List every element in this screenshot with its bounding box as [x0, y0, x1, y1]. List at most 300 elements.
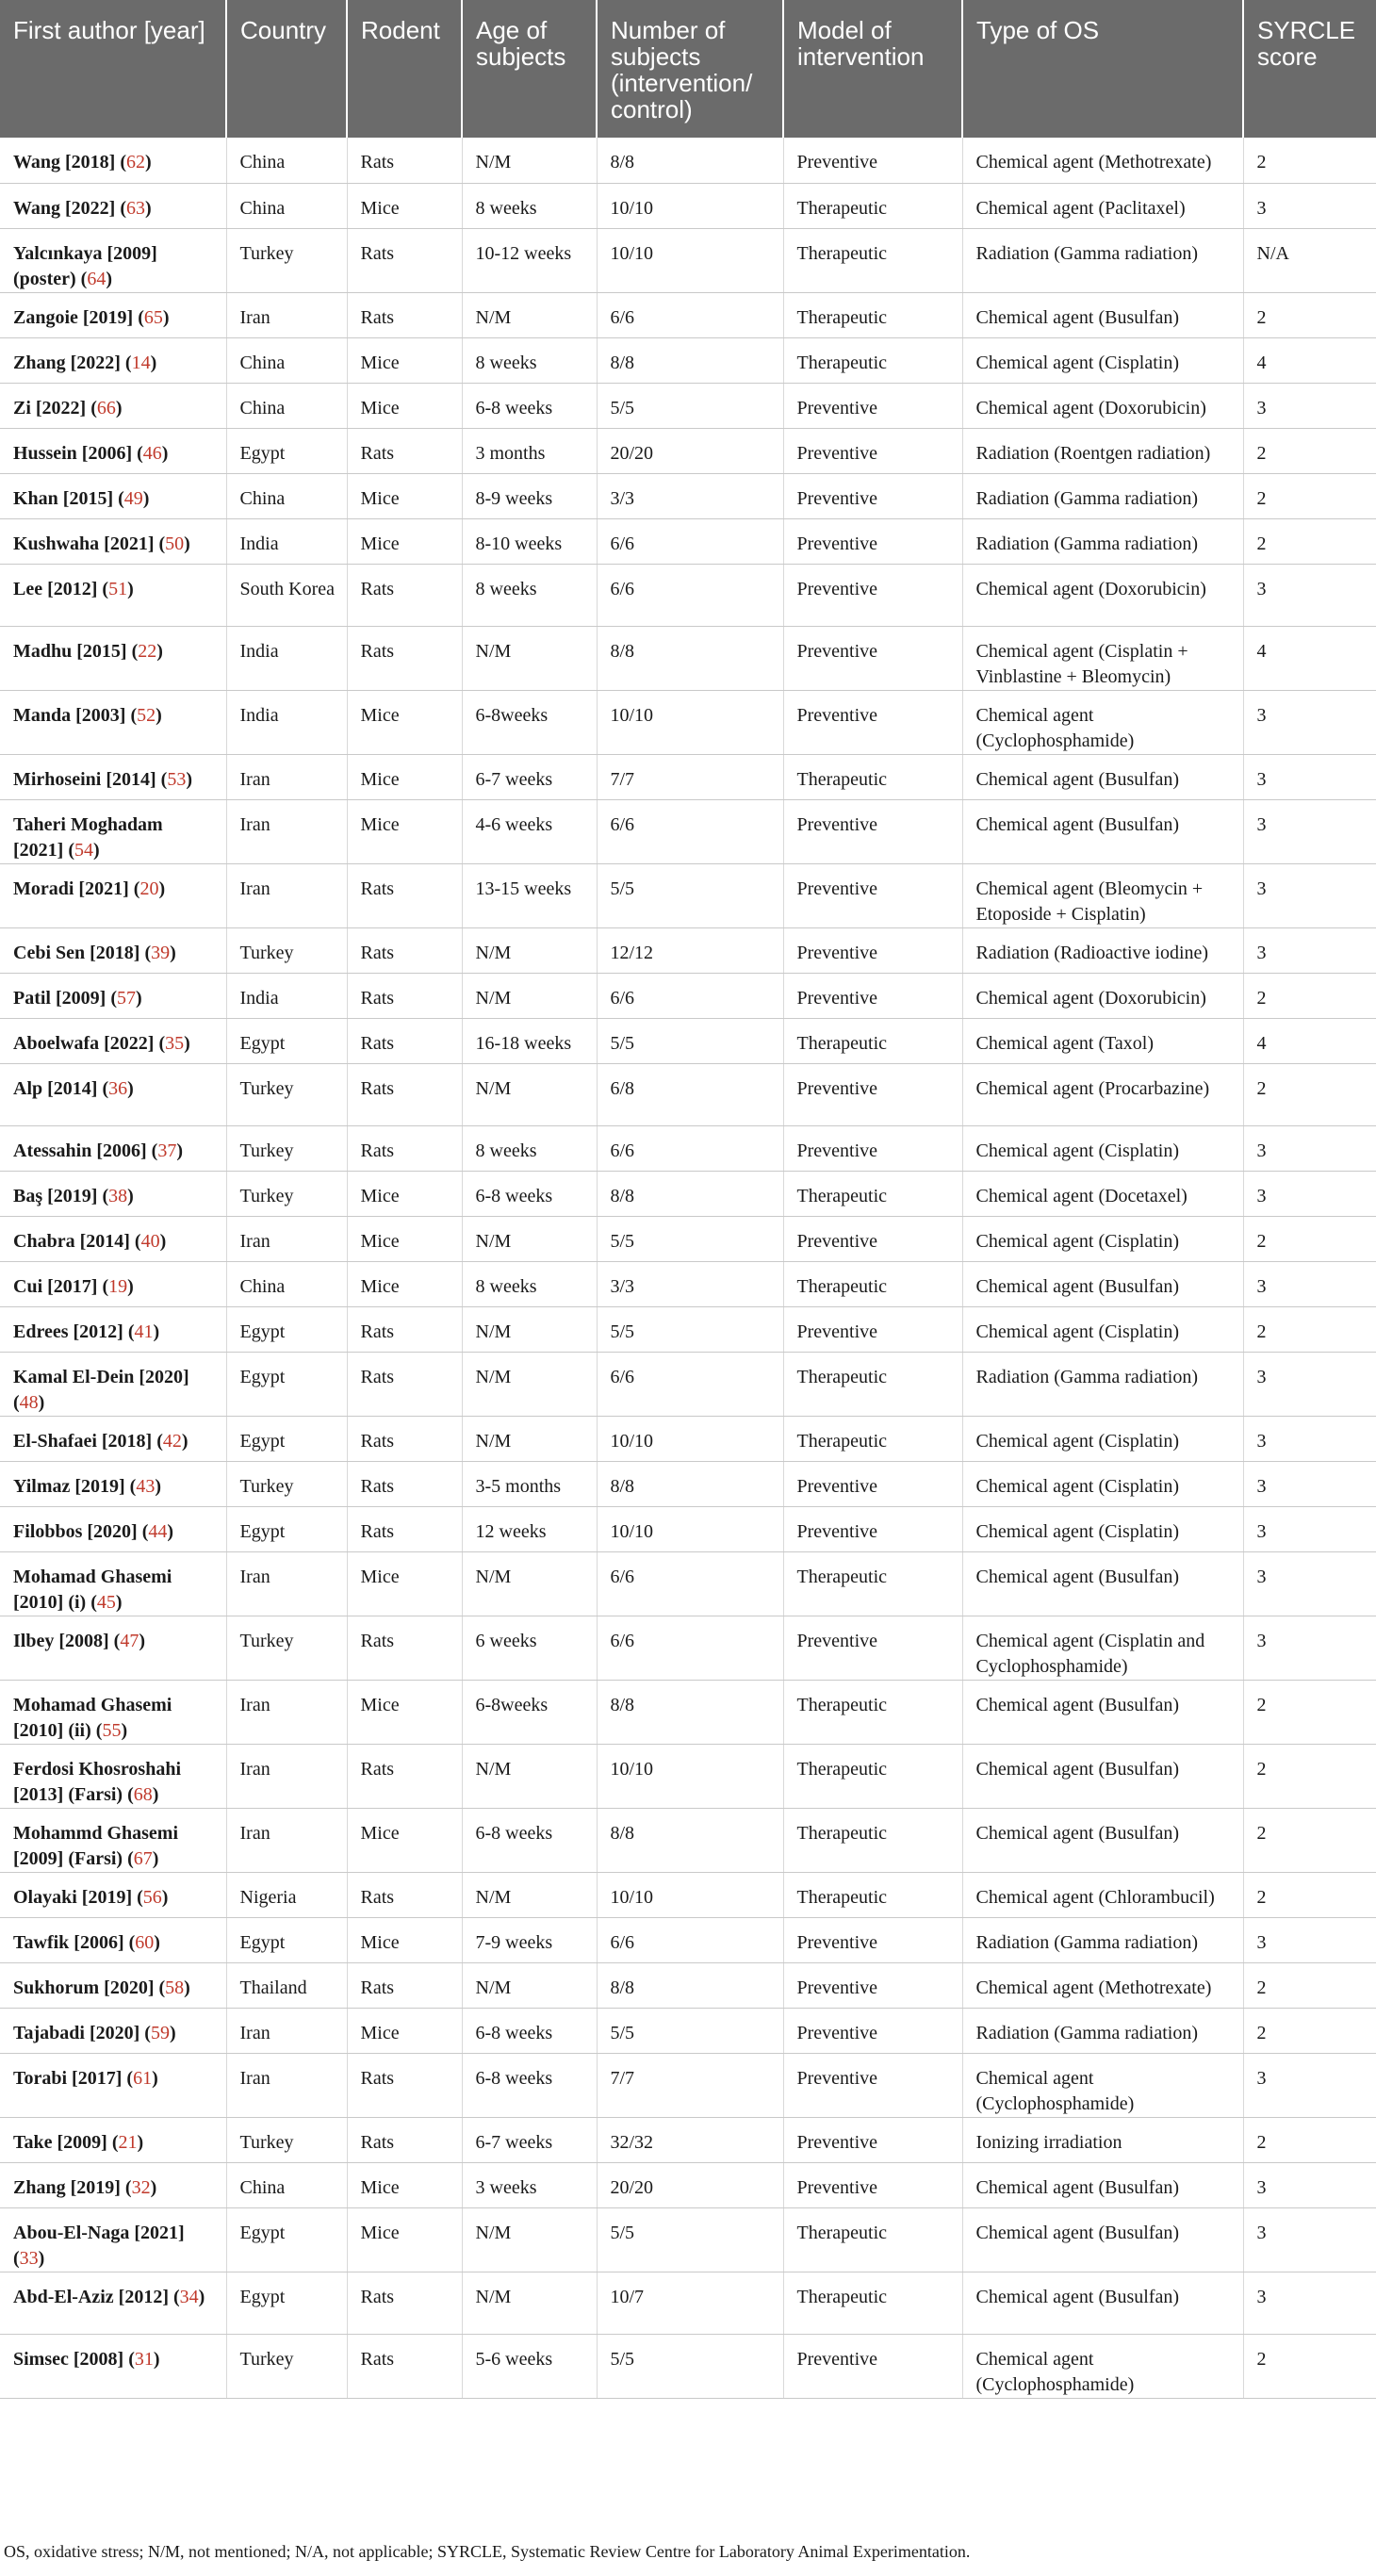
author-name: Zhang [2019] — [13, 2176, 121, 2198]
author-name: Mohamad Ghasemi [2010] (i) — [13, 1566, 172, 1613]
country-cell: Thailand — [226, 1962, 347, 2008]
table-row — [0, 1125, 1376, 1171]
syrcle-score-cell: 3 — [1243, 863, 1376, 927]
age-cell: 6-7 weeks — [462, 2117, 597, 2162]
country-cell: Turkey — [226, 927, 347, 973]
author-name: Abd-El-Aziz [2012] — [13, 2286, 169, 2307]
reference-link[interactable]: 50 — [165, 533, 185, 554]
author-cell: Zhang [2019] (32) — [0, 2162, 226, 2207]
syrcle-score-cell: 2 — [1243, 1744, 1376, 1808]
model-cell: Therapeutic — [783, 1171, 962, 1216]
author-cell: Taheri Moghadam [2021] (54) — [0, 799, 226, 863]
author-cell: Wang [2018] (62) — [0, 138, 226, 183]
age-cell: N/M — [462, 927, 597, 973]
syrcle-score-cell: 3 — [1243, 754, 1376, 799]
author-cell: Kamal El-Dein [2020] (48) — [0, 1352, 226, 1416]
reference-link[interactable]: 20 — [139, 878, 159, 899]
os-type-cell: Chemical agent (Cisplatin) — [962, 1416, 1243, 1461]
age-cell: 12 weeks — [462, 1506, 597, 1551]
age-cell: 4-6 weeks — [462, 799, 597, 863]
author-cell: Wang [2022] (63) — [0, 183, 226, 228]
table-row — [0, 690, 1376, 754]
author-name: Mohammd Ghasemi [2009] (Farsi) — [13, 1822, 178, 1869]
author-name: Zangoie [2019] — [13, 306, 134, 328]
rodent-cell: Rats — [347, 2334, 462, 2398]
author-name: Khan [2015] — [13, 487, 114, 509]
author-cell: Kushwaha [2021] (50) — [0, 518, 226, 564]
country-cell: Iran — [226, 1808, 347, 1872]
age-cell: 6 weeks — [462, 1616, 597, 1680]
reference-link[interactable]: 60 — [135, 1931, 155, 1953]
age-cell: N/M — [462, 1872, 597, 1917]
subjects-cell: 10/7 — [597, 2272, 783, 2334]
reference-link[interactable]: 33 — [19, 2247, 39, 2269]
author-cell: Olayaki [2019] (56) — [0, 1872, 226, 1917]
author-cell: Torabi [2017] (61) — [0, 2053, 226, 2117]
author-name: Zi [2022] — [13, 397, 87, 418]
author-cell: Zhang [2022] (14) — [0, 337, 226, 383]
table-row — [0, 292, 1376, 337]
age-cell: N/M — [462, 973, 597, 1018]
reference-link[interactable]: 38 — [108, 1185, 128, 1206]
author-cell: Baş [2019] (38) — [0, 1171, 226, 1216]
table-row — [0, 1261, 1376, 1306]
os-type-cell: Chemical agent (Docetaxel) — [962, 1171, 1243, 1216]
os-type-cell: Chemical agent (Taxol) — [962, 1018, 1243, 1063]
header-country: Country — [226, 0, 347, 138]
author-cell: Hussein [2006] (46) — [0, 428, 226, 473]
model-cell: Therapeutic — [783, 1808, 962, 1872]
os-type-cell: Chemical agent (Doxorubicin) — [962, 973, 1243, 1018]
os-type-cell: Chemical agent (Methotrexate) — [962, 1962, 1243, 2008]
os-type-cell: Chemical agent (Cisplatin) — [962, 1216, 1243, 1261]
reference-link[interactable]: 34 — [179, 2286, 199, 2307]
country-cell: Turkey — [226, 2334, 347, 2398]
age-cell: 8 weeks — [462, 183, 597, 228]
header-first-author: First author [year] — [0, 0, 226, 138]
reference-link[interactable]: 67 — [133, 1847, 153, 1869]
model-cell: Therapeutic — [783, 337, 962, 383]
subjects-cell: 10/10 — [597, 1506, 783, 1551]
model-cell: Preventive — [783, 1616, 962, 1680]
reference-link[interactable]: 44 — [148, 1520, 168, 1542]
os-type-cell: Chemical agent (Cisplatin) — [962, 1306, 1243, 1352]
author-cell: Yalcınkaya [2009] (poster) (64) — [0, 228, 226, 292]
syrcle-score-cell: 3 — [1243, 690, 1376, 754]
age-cell: 16-18 weeks — [462, 1018, 597, 1063]
rodent-cell: Rats — [347, 138, 462, 183]
reference-link[interactable]: 53 — [167, 768, 187, 790]
model-cell: Preventive — [783, 799, 962, 863]
reference-link[interactable]: 59 — [150, 2022, 170, 2043]
model-cell: Therapeutic — [783, 1018, 962, 1063]
author-name: Yalcınkaya [2009] (poster) — [13, 242, 157, 289]
rodent-cell: Mice — [347, 2162, 462, 2207]
author-cell: Tawfik [2006] (60) — [0, 1917, 226, 1962]
os-type-cell: Chemical agent (Busulfan) — [962, 1808, 1243, 1872]
author-name: Alp [2014] — [13, 1077, 98, 1099]
author-name: Hussein [2006] — [13, 442, 133, 464]
os-type-cell: Chemical agent (Cyclophosphamide) — [962, 2334, 1243, 2398]
model-cell: Preventive — [783, 2008, 962, 2053]
age-cell: N/M — [462, 292, 597, 337]
table-footnote: OS, oxidative stress; N/M, not mentioned; N/A, not applicable; SYRCLE, Systematic Review Centre for Laboratory Animal Experimentation. — [4, 2542, 971, 2561]
subjects-cell: 10/10 — [597, 1872, 783, 1917]
model-cell: Therapeutic — [783, 2207, 962, 2272]
reference-link[interactable]: 36 — [108, 1077, 128, 1099]
reference-link[interactable]: 31 — [134, 2348, 154, 2370]
table-row — [0, 1917, 1376, 1962]
syrcle-score-cell: 3 — [1243, 2207, 1376, 2272]
country-cell: Nigeria — [226, 1872, 347, 1917]
author-cell: Sukhorum [2020] (58) — [0, 1962, 226, 2008]
author-cell: Chabra [2014] (40) — [0, 1216, 226, 1261]
table-header — [0, 0, 1376, 138]
table-row — [0, 1171, 1376, 1216]
os-type-cell: Chemical agent (Busulfan) — [962, 754, 1243, 799]
syrcle-score-cell: 3 — [1243, 1506, 1376, 1551]
age-cell: 6-8 weeks — [462, 1808, 597, 1872]
os-type-cell: Radiation (Radioactive iodine) — [962, 927, 1243, 973]
author-cell: Manda [2003] (52) — [0, 690, 226, 754]
author-cell: Lee [2012] (51) — [0, 564, 226, 626]
subjects-cell: 6/6 — [597, 799, 783, 863]
subjects-cell: 10/10 — [597, 183, 783, 228]
rodent-cell: Rats — [347, 2053, 462, 2117]
rodent-cell: Rats — [347, 2272, 462, 2334]
author-cell: Yilmaz [2019] (43) — [0, 1461, 226, 1506]
model-cell: Preventive — [783, 1461, 962, 1506]
syrcle-score-cell: 3 — [1243, 927, 1376, 973]
reference-link[interactable]: 54 — [74, 839, 93, 861]
reference-link[interactable]: 49 — [123, 487, 143, 509]
reference-link[interactable]: 37 — [157, 1140, 177, 1161]
syrcle-score-cell: 2 — [1243, 1872, 1376, 1917]
subjects-cell: 6/6 — [597, 564, 783, 626]
reference-link[interactable]: 22 — [138, 640, 157, 662]
author-cell: Zi [2022] (66) — [0, 383, 226, 428]
country-cell: Egypt — [226, 428, 347, 473]
syrcle-score-cell: 4 — [1243, 1018, 1376, 1063]
subjects-cell: 5/5 — [597, 383, 783, 428]
rodent-cell: Mice — [347, 1680, 462, 1744]
model-cell: Preventive — [783, 2334, 962, 2398]
syrcle-score-cell: 2 — [1243, 1808, 1376, 1872]
rodent-cell: Rats — [347, 1616, 462, 1680]
reference-link[interactable]: 57 — [116, 987, 136, 1009]
subjects-cell: 32/32 — [597, 2117, 783, 2162]
age-cell: 6-8 weeks — [462, 2053, 597, 2117]
author-name: Tawfik [2006] — [13, 1931, 124, 1953]
country-cell: Turkey — [226, 1063, 347, 1125]
age-cell: N/M — [462, 138, 597, 183]
table-row — [0, 2117, 1376, 2162]
table-row — [0, 473, 1376, 518]
reference-link[interactable]: 56 — [142, 1886, 162, 1908]
subjects-cell: 10/10 — [597, 690, 783, 754]
table-row — [0, 518, 1376, 564]
os-type-cell: Chemical agent (Busulfan) — [962, 2162, 1243, 2207]
rodent-cell: Mice — [347, 1551, 462, 1616]
rodent-cell: Rats — [347, 1461, 462, 1506]
rodent-cell: Mice — [347, 690, 462, 754]
table-row — [0, 2272, 1376, 2334]
author-name: Edrees [2012] — [13, 1321, 123, 1342]
reference-link[interactable]: 14 — [131, 352, 151, 373]
country-cell: Iran — [226, 1680, 347, 1744]
reference-link[interactable]: 48 — [19, 1391, 39, 1413]
rodent-cell: Rats — [347, 1506, 462, 1551]
reference-link[interactable]: 65 — [143, 306, 163, 328]
rodent-cell: Mice — [347, 1917, 462, 1962]
author-cell: Filobbos [2020] (44) — [0, 1506, 226, 1551]
author-name: Taheri Moghadam [2021] — [13, 813, 163, 861]
syrcle-score-cell: 4 — [1243, 337, 1376, 383]
age-cell: 6-8 weeks — [462, 2008, 597, 2053]
table-row — [0, 383, 1376, 428]
table-row — [0, 564, 1376, 626]
table-row — [0, 626, 1376, 690]
reference-link[interactable]: 43 — [136, 1475, 156, 1497]
os-type-cell: Chemical agent (Cisplatin) — [962, 1506, 1243, 1551]
syrcle-score-cell: 2 — [1243, 1306, 1376, 1352]
os-type-cell: Radiation (Gamma radiation) — [962, 473, 1243, 518]
os-type-cell: Chemical agent (Busulfan) — [962, 292, 1243, 337]
syrcle-score-cell: 2 — [1243, 473, 1376, 518]
table-row — [0, 2053, 1376, 2117]
syrcle-score-cell: 3 — [1243, 564, 1376, 626]
syrcle-score-cell: 3 — [1243, 1616, 1376, 1680]
rodent-cell: Mice — [347, 518, 462, 564]
subjects-cell: 7/7 — [597, 754, 783, 799]
reference-link[interactable]: 52 — [137, 704, 156, 726]
reference-link[interactable]: 62 — [126, 152, 146, 172]
country-cell: Egypt — [226, 1306, 347, 1352]
table-row — [0, 754, 1376, 799]
model-cell: Preventive — [783, 383, 962, 428]
author-name: Sukhorum [2020] — [13, 1977, 155, 1998]
subjects-cell: 6/6 — [597, 1616, 783, 1680]
age-cell: N/M — [462, 626, 597, 690]
age-cell: N/M — [462, 1551, 597, 1616]
model-cell: Therapeutic — [783, 2272, 962, 2334]
table-row — [0, 183, 1376, 228]
syrcle-score-cell: 3 — [1243, 1125, 1376, 1171]
author-cell: Simsec [2008] (31) — [0, 2334, 226, 2398]
os-type-cell: Chemical agent (Bleomycin + Etoposide + Cisplatin) — [962, 863, 1243, 927]
author-name: Atessahin [2006] — [13, 1140, 147, 1161]
subjects-cell: 8/8 — [597, 1808, 783, 1872]
age-cell: 8 weeks — [462, 1261, 597, 1306]
model-cell: Preventive — [783, 927, 962, 973]
table-row — [0, 228, 1376, 292]
age-cell: 10-12 weeks — [462, 228, 597, 292]
rodent-cell: Rats — [347, 927, 462, 973]
syrcle-score-cell: 3 — [1243, 383, 1376, 428]
rodent-cell: Mice — [347, 754, 462, 799]
country-cell: Iran — [226, 863, 347, 927]
age-cell: 8-10 weeks — [462, 518, 597, 564]
reference-link[interactable]: 63 — [126, 197, 146, 219]
header-row — [0, 0, 1376, 138]
header-rodent: Rodent — [347, 0, 462, 138]
age-cell: 8 weeks — [462, 337, 597, 383]
syrcle-score-cell: 2 — [1243, 2008, 1376, 2053]
rodent-cell: Mice — [347, 799, 462, 863]
author-name: Wang [2018] — [13, 152, 116, 172]
os-type-cell: Chemical agent (Busulfan) — [962, 1680, 1243, 1744]
subjects-cell: 6/6 — [597, 1917, 783, 1962]
age-cell: N/M — [462, 1063, 597, 1125]
reference-link[interactable]: 58 — [165, 1977, 185, 1998]
model-cell: Therapeutic — [783, 1352, 962, 1416]
country-cell: Turkey — [226, 1125, 347, 1171]
age-cell: 6-7 weeks — [462, 754, 597, 799]
table-row — [0, 1352, 1376, 1416]
reference-link[interactable]: 45 — [96, 1591, 116, 1613]
model-cell: Preventive — [783, 626, 962, 690]
author-cell: Cui [2017] (19) — [0, 1261, 226, 1306]
country-cell: India — [226, 973, 347, 1018]
rodent-cell: Rats — [347, 1872, 462, 1917]
model-cell: Therapeutic — [783, 1551, 962, 1616]
age-cell: 6-8 weeks — [462, 1171, 597, 1216]
os-type-cell: Chemical agent (Busulfan) — [962, 799, 1243, 863]
os-type-cell: Chemical agent (Cisplatin) — [962, 337, 1243, 383]
author-cell: Ferdosi Khosroshahi [2013] (Farsi) (68) — [0, 1744, 226, 1808]
model-cell: Therapeutic — [783, 1872, 962, 1917]
age-cell: 6-8 weeks — [462, 383, 597, 428]
syrcle-score-cell: 3 — [1243, 183, 1376, 228]
age-cell: N/M — [462, 1744, 597, 1808]
subjects-cell: 5/5 — [597, 1306, 783, 1352]
model-cell: Therapeutic — [783, 1680, 962, 1744]
table-body — [0, 138, 1376, 2398]
rodent-cell: Rats — [347, 1018, 462, 1063]
country-cell: Turkey — [226, 1616, 347, 1680]
reference-link[interactable]: 32 — [131, 2176, 151, 2198]
country-cell: China — [226, 138, 347, 183]
reference-link[interactable]: 21 — [118, 2131, 138, 2153]
rodent-cell: Rats — [347, 863, 462, 927]
author-name: Wang [2022] — [13, 197, 116, 219]
os-type-cell: Chemical agent (Busulfan) — [962, 1551, 1243, 1616]
reference-link[interactable]: 68 — [133, 1783, 153, 1805]
reference-link[interactable]: 51 — [108, 578, 128, 599]
rodent-cell: Mice — [347, 473, 462, 518]
table-row — [0, 1744, 1376, 1808]
syrcle-score-cell: 2 — [1243, 1063, 1376, 1125]
syrcle-score-cell: 3 — [1243, 2053, 1376, 2117]
subjects-cell: 12/12 — [597, 927, 783, 973]
age-cell: N/M — [462, 1216, 597, 1261]
rodent-cell: Rats — [347, 1125, 462, 1171]
rodent-cell: Rats — [347, 1744, 462, 1808]
subjects-cell: 8/8 — [597, 626, 783, 690]
author-name: Madhu [2015] — [13, 640, 127, 662]
author-name: Take [2009] — [13, 2131, 107, 2153]
os-type-cell: Chemical agent (Chlorambucil) — [962, 1872, 1243, 1917]
os-type-cell: Chemical agent (Methotrexate) — [962, 138, 1243, 183]
author-name: Olayaki [2019] — [13, 1886, 133, 1908]
rodent-cell: Rats — [347, 228, 462, 292]
country-cell: Iran — [226, 292, 347, 337]
reference-link[interactable]: 39 — [151, 942, 171, 963]
syrcle-score-cell: 3 — [1243, 1461, 1376, 1506]
model-cell: Therapeutic — [783, 1744, 962, 1808]
syrcle-score-cell: 2 — [1243, 428, 1376, 473]
table-row — [0, 1306, 1376, 1352]
reference-link[interactable]: 66 — [96, 397, 116, 418]
os-type-cell: Radiation (Gamma radiation) — [962, 228, 1243, 292]
reference-link[interactable]: 55 — [102, 1719, 122, 1741]
age-cell: 3 weeks — [462, 2162, 597, 2207]
model-cell: Therapeutic — [783, 292, 962, 337]
author-name: Mirhoseini [2014] — [13, 768, 156, 790]
model-cell: Preventive — [783, 428, 962, 473]
subjects-cell: 8/8 — [597, 138, 783, 183]
table-row — [0, 863, 1376, 927]
reference-link[interactable]: 41 — [134, 1321, 154, 1342]
table-row — [0, 1962, 1376, 2008]
country-cell: Iran — [226, 799, 347, 863]
country-cell: Iran — [226, 1216, 347, 1261]
country-cell: China — [226, 1261, 347, 1306]
os-type-cell: Radiation (Gamma radiation) — [962, 1917, 1243, 1962]
syrcle-score-cell: 3 — [1243, 1416, 1376, 1461]
reference-link[interactable]: 35 — [165, 1032, 185, 1054]
reference-link[interactable]: 40 — [140, 1230, 160, 1252]
reference-link[interactable]: 61 — [133, 2067, 153, 2089]
country-cell: Egypt — [226, 1416, 347, 1461]
syrcle-score-cell: N/A — [1243, 228, 1376, 292]
country-cell: Egypt — [226, 1352, 347, 1416]
subjects-cell: 8/8 — [597, 1461, 783, 1506]
os-type-cell: Chemical agent (Busulfan) — [962, 1261, 1243, 1306]
country-cell: Iran — [226, 2053, 347, 2117]
age-cell: N/M — [462, 2272, 597, 2334]
author-cell: Aboelwafa [2022] (35) — [0, 1018, 226, 1063]
reference-link[interactable]: 46 — [142, 442, 162, 464]
rodent-cell: Rats — [347, 973, 462, 1018]
reference-link[interactable]: 42 — [162, 1430, 182, 1452]
table-row — [0, 1808, 1376, 1872]
country-cell: South Korea — [226, 564, 347, 626]
syrcle-score-cell: 3 — [1243, 1551, 1376, 1616]
subjects-cell: 20/20 — [597, 2162, 783, 2207]
table-row — [0, 1018, 1376, 1063]
rodent-cell: Rats — [347, 1416, 462, 1461]
age-cell: 8-9 weeks — [462, 473, 597, 518]
author-cell: Cebi Sen [2018] (39) — [0, 927, 226, 973]
reference-link[interactable]: 19 — [108, 1275, 128, 1297]
subjects-cell: 6/6 — [597, 1551, 783, 1616]
reference-link[interactable]: 47 — [120, 1630, 139, 1651]
country-cell: Turkey — [226, 1171, 347, 1216]
syrcle-score-cell: 2 — [1243, 138, 1376, 183]
os-type-cell: Chemical agent (Doxorubicin) — [962, 383, 1243, 428]
country-cell: Turkey — [226, 1461, 347, 1506]
reference-link[interactable]: 64 — [87, 268, 106, 289]
header-age: Age of subjects — [462, 0, 597, 138]
author-cell: Tajabadi [2020] (59) — [0, 2008, 226, 2053]
country-cell: Turkey — [226, 2117, 347, 2162]
os-type-cell: Chemical agent (Busulfan) — [962, 2272, 1243, 2334]
subjects-cell: 8/8 — [597, 1680, 783, 1744]
author-name: Torabi [2017] — [13, 2067, 123, 2089]
rodent-cell: Mice — [347, 1808, 462, 1872]
author-name: Cebi Sen [2018] — [13, 942, 140, 963]
